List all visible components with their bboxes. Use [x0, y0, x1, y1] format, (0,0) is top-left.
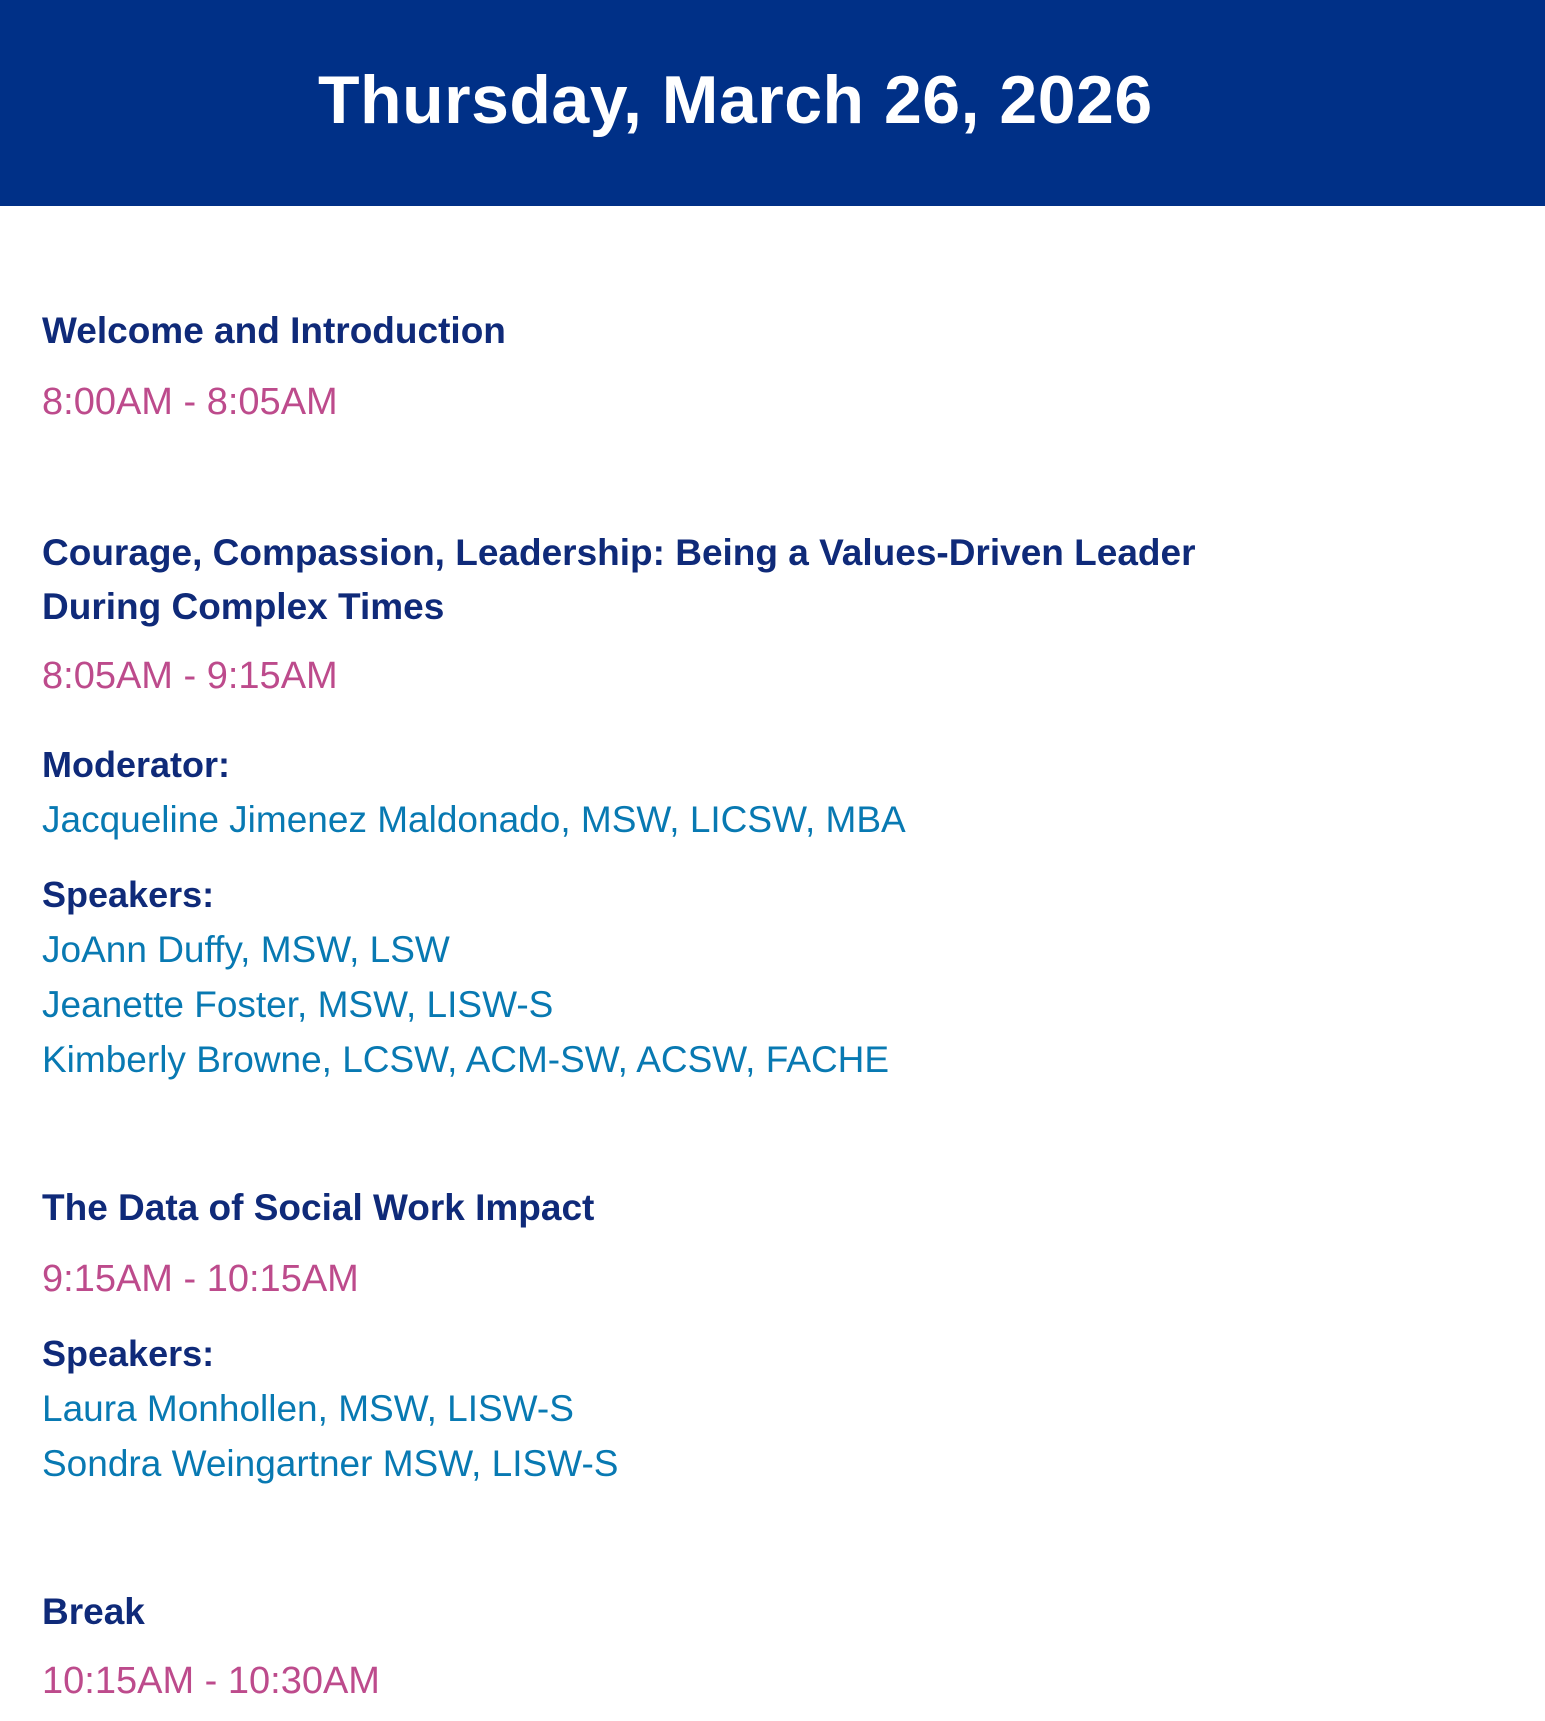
- moderator-name: Jacqueline Jimenez Maldonado, MSW, LICSW, MBA: [42, 799, 906, 840]
- date-header: [0, 0, 1545, 206]
- speaker-name: Laura Monhollen, MSW, LISW-S: [42, 1388, 574, 1429]
- session-title: The Data of Social Work Impact: [42, 1187, 595, 1228]
- session-title: Welcome and Introduction: [42, 310, 506, 351]
- speakers-label: Speakers:: [42, 874, 215, 915]
- speaker-name: Sondra Weingartner MSW, LISW-S: [42, 1443, 619, 1484]
- session-time: 8:00AM - 8:05AM: [42, 381, 338, 423]
- session-time: 10:15AM - 10:30AM: [42, 1660, 380, 1702]
- speaker-name: JoAnn Duffy, MSW, LSW: [42, 929, 450, 970]
- session-time: 8:05AM - 9:15AM: [42, 655, 338, 697]
- speakers-label: Speakers:: [42, 1333, 215, 1374]
- session-title: Courage, Compassion, Leadership: Being a Values-Driven Leader: [42, 532, 1196, 573]
- session-title: Break: [42, 1591, 145, 1632]
- moderator-label: Moderator:: [42, 744, 230, 785]
- session-time: 9:15AM - 10:15AM: [42, 1258, 359, 1300]
- speaker-name: Jeanette Foster, MSW, LISW-S: [42, 984, 554, 1025]
- session-title-continued: During Complex Times: [42, 586, 445, 627]
- speaker-name: Kimberly Browne, LCSW, ACM-SW, ACSW, FACHE: [42, 1039, 890, 1080]
- page-title: Thursday, March 26, 2026: [318, 62, 1153, 138]
